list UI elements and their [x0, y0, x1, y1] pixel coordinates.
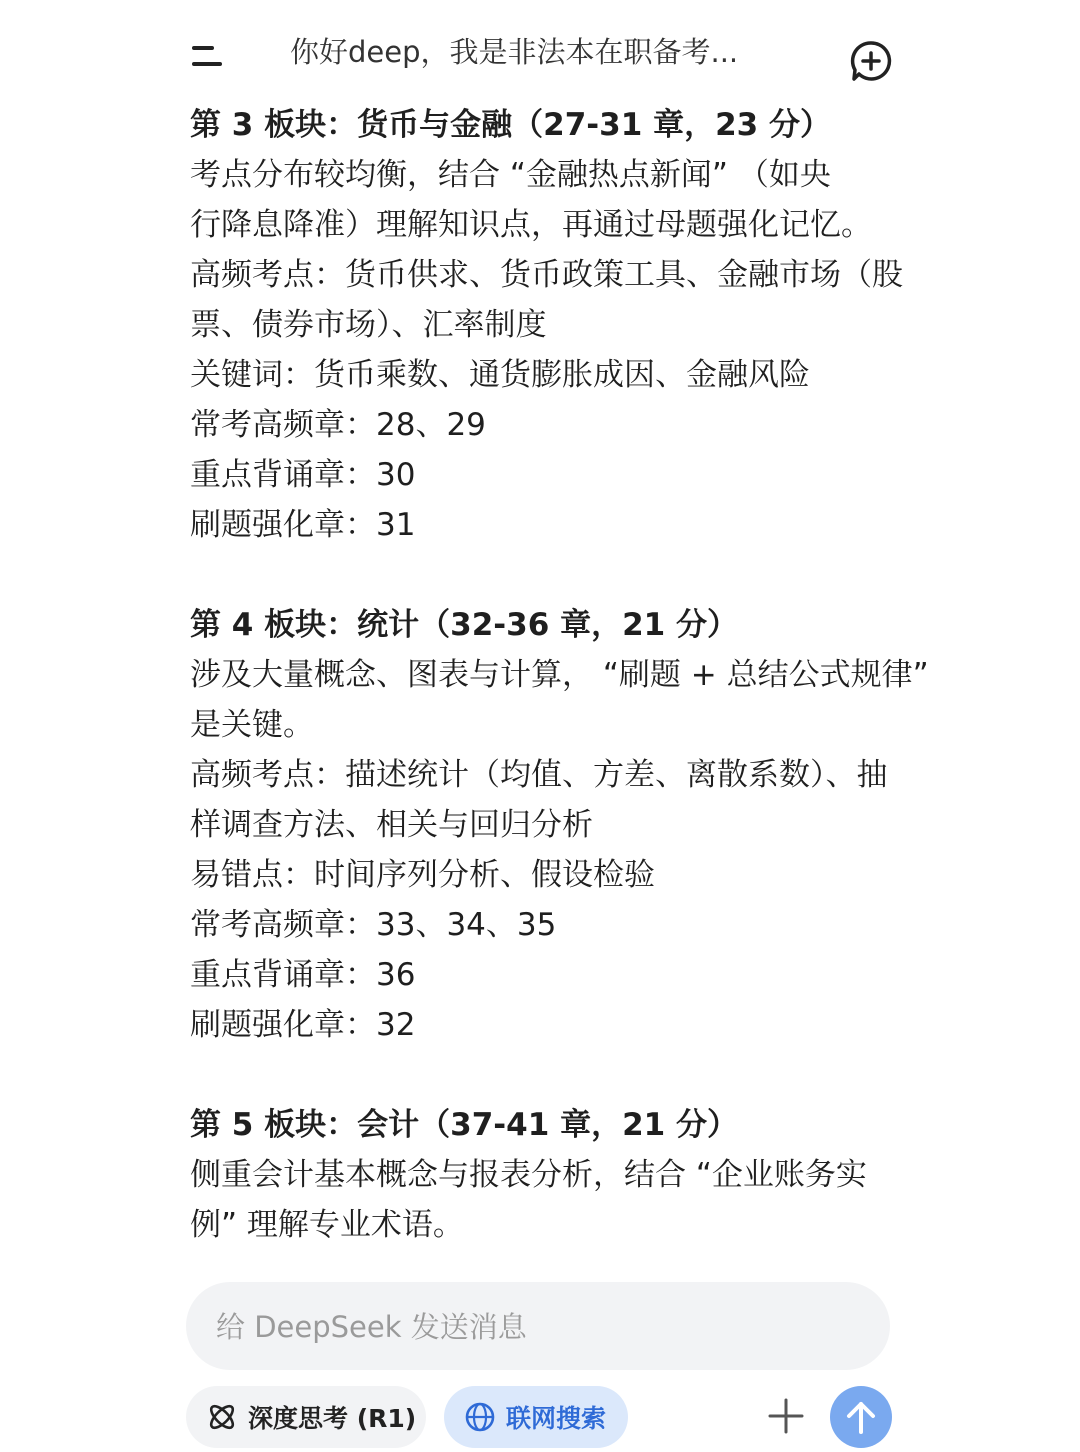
paragraph-gap	[190, 550, 950, 600]
assistant-message	[190, 100, 950, 1250]
menu-icon-line	[192, 62, 222, 66]
message-line: 刷题强化章：31	[190, 507, 416, 543]
menu-icon-line	[192, 46, 214, 50]
message-line: 票、债券市场）、汇率制度	[190, 307, 547, 343]
menu-icon[interactable]	[186, 38, 230, 78]
section-heading: 第 4 板块：统计（32-36 章，21 分）	[190, 607, 739, 643]
message-line: 关键词：货币乘数、通货膨胀成因、金融风险	[190, 357, 810, 393]
atom-icon	[206, 1401, 238, 1433]
message-line: 侧重会计基本概念与报表分析，结合 “企业账务实	[190, 1157, 867, 1193]
message-input[interactable]	[214, 1302, 858, 1352]
web-search-label: 联网搜索	[506, 1404, 607, 1433]
message-line: 重点背诵章：30	[190, 457, 416, 493]
section-heading: 第 5 板块：会计（37-41 章，21 分）	[190, 1107, 739, 1143]
message-line: 易错点：时间序列分析、假设检验	[190, 857, 655, 893]
message-line: 涉及大量概念、图表与计算， “刷题 + 总结公式规律”	[190, 657, 929, 693]
send-button[interactable]	[830, 1386, 892, 1448]
message-line: 是关键。	[190, 707, 314, 743]
web-search-toggle[interactable]	[444, 1386, 628, 1448]
arrow-up-icon	[830, 1386, 892, 1448]
chat-title[interactable]: 你好deep，我是非法本在职备考...	[290, 35, 739, 69]
message-line: 高频考点：货币供求、货币政策工具、金融市场（股	[190, 257, 903, 293]
section-heading: 第 3 板块：货币与金融（27-31 章，23 分）	[190, 107, 832, 143]
deep-think-label: 深度思考 (R1)	[248, 1404, 417, 1433]
message-line: 考点分布较均衡，结合 “金融热点新闻” （如央	[190, 157, 831, 193]
top-bar	[0, 0, 1080, 100]
deep-think-toggle[interactable]	[186, 1386, 426, 1448]
message-line: 重点背诵章：36	[190, 957, 416, 993]
new-chat-icon-glyph	[848, 38, 894, 84]
message-line: 常考高频章：33、34、35	[190, 907, 557, 943]
globe-icon	[464, 1401, 496, 1433]
message-line: 行降息降准）理解知识点，再通过母题强化记忆。	[190, 207, 872, 243]
paragraph-gap	[190, 1050, 950, 1100]
message-line: 刷题强化章：32	[190, 1007, 416, 1043]
message-line: 高频考点：描述统计（均值、方差、离散系数）、抽	[190, 757, 888, 793]
plus-icon[interactable]	[766, 1396, 806, 1436]
message-line: 例” 理解专业术语。	[190, 1207, 464, 1243]
message-line: 样调查方法、相关与回归分析	[190, 807, 593, 843]
message-composer[interactable]	[186, 1282, 890, 1370]
new-chat-icon[interactable]	[848, 38, 894, 84]
message-line: 常考高频章：28、29	[190, 407, 486, 443]
